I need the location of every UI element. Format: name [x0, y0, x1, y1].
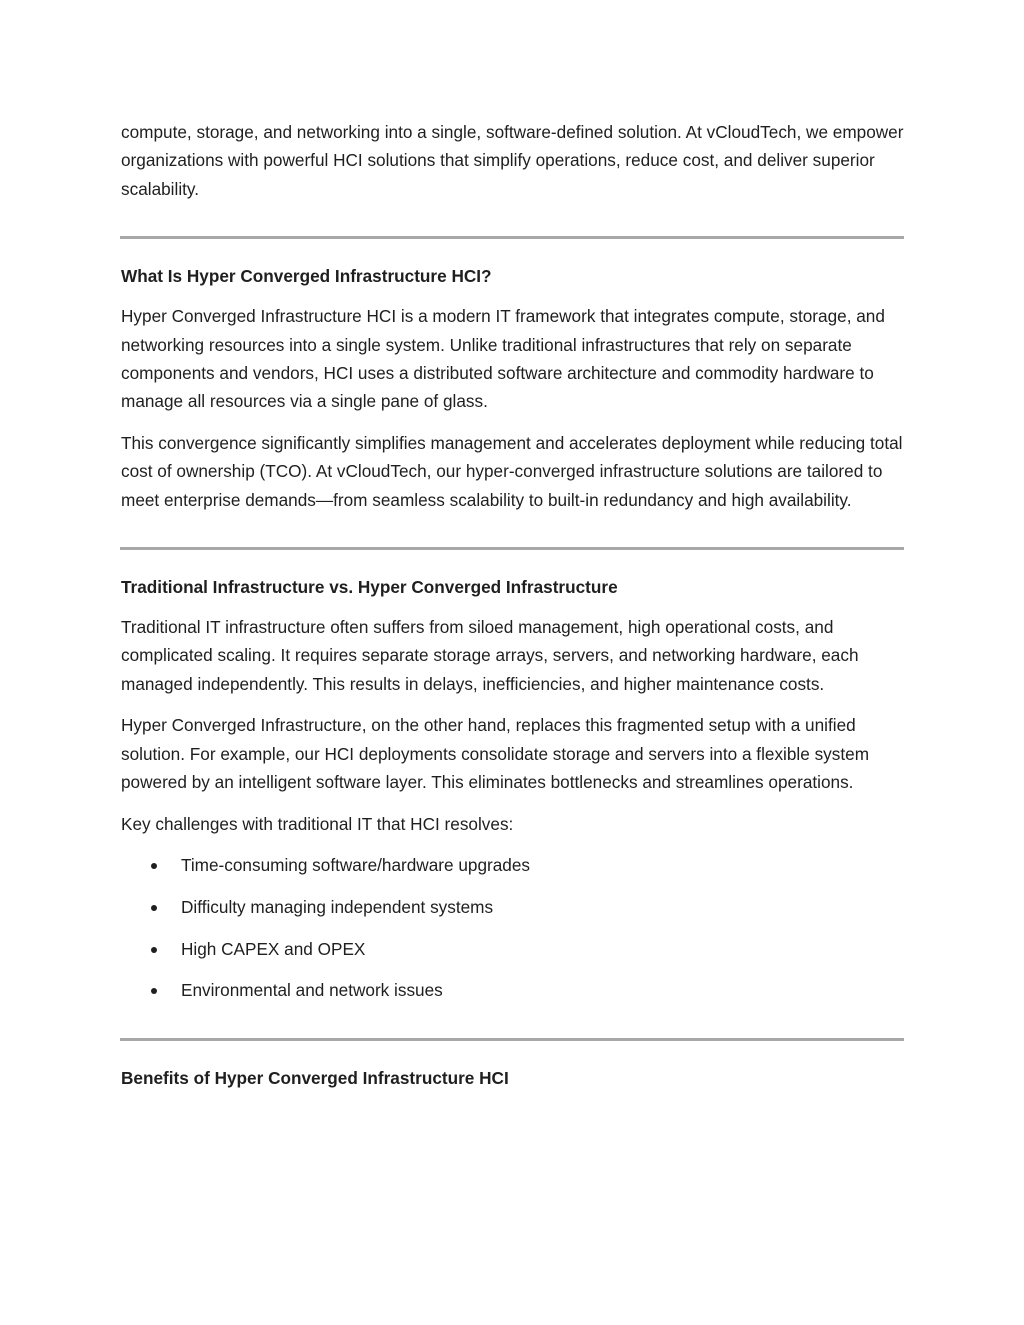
- section-divider: [120, 236, 904, 239]
- paragraph: Hyper Converged Infrastructure, on the other hand, replaces this fragmented setup with a unified solution. For example, our HCI deployments consolidate storage and servers into a flexible system powered by an intelligent software layer. This eliminates bottlenecks and streamlines operations.: [121, 715, 870, 793]
- challenges-list: [121, 851, 905, 1005]
- bullet-icon: [151, 988, 157, 994]
- list-item-text: High CAPEX and OPEX: [181, 938, 366, 959]
- paragraph: Key challenges with traditional IT that HCI resolves:: [121, 813, 514, 834]
- bullet-icon: [151, 947, 157, 953]
- section-divider: [120, 1038, 904, 1041]
- section-heading: Traditional Infrastructure vs. Hyper Converged Infrastructure: [121, 577, 618, 598]
- list-item: [121, 976, 905, 1004]
- list-item-text: Time-consuming software/hardware upgrades: [181, 854, 531, 875]
- list-item: [121, 935, 905, 963]
- bullet-icon: [151, 863, 157, 869]
- paragraph: Traditional IT infrastructure often suffers from siloed management, high operational costs, and complicated scaling. It requires separate storage arrays, servers, and networking hardware, each managed independently. This results in delays, inefficiencies, and higher maintenance costs.: [121, 617, 859, 694]
- list-item-text: Difficulty managing independent systems: [181, 896, 494, 917]
- section-heading: What Is Hyper Converged Infrastructure HCI?: [121, 266, 492, 287]
- bullet-icon: [151, 905, 157, 911]
- list-item: [121, 851, 905, 879]
- list-item: [121, 893, 905, 921]
- section-heading: Benefits of Hyper Converged Infrastructure HCI: [121, 1067, 509, 1088]
- intro-paragraph: compute, storage, and networking into a single, software-defined solution. At vCloudTech, we empower organizations with powerful HCI solutions that simplify operations, reduce cost, and deliver superior scalability.: [121, 122, 904, 199]
- list-item-text: Environmental and network issues: [181, 980, 443, 1001]
- section-traditional-vs-hci: [121, 574, 905, 1005]
- section-what-is-hci: [121, 263, 905, 514]
- document-body: [121, 118, 905, 1104]
- paragraph: Hyper Converged Infrastructure HCI is a modern IT framework that integrates compute, storage, and networking resources into a single system. Unlike traditional infrastructures that rely on separate components and vendors, HCI uses a distributed software architecture and commodity hardware to manage all resources via a single pane of glass.: [121, 306, 885, 412]
- section-divider: [120, 547, 904, 550]
- paragraph: This convergence significantly simplifies management and accelerates deployment while reducing total cost of ownership (TCO). At vCloudTech, our hyper-converged infrastructure solutions are tailored to meet enterprise demands—from seamless scalability to built-in redundancy and high availability.: [121, 432, 903, 510]
- section-benefits: [121, 1065, 905, 1091]
